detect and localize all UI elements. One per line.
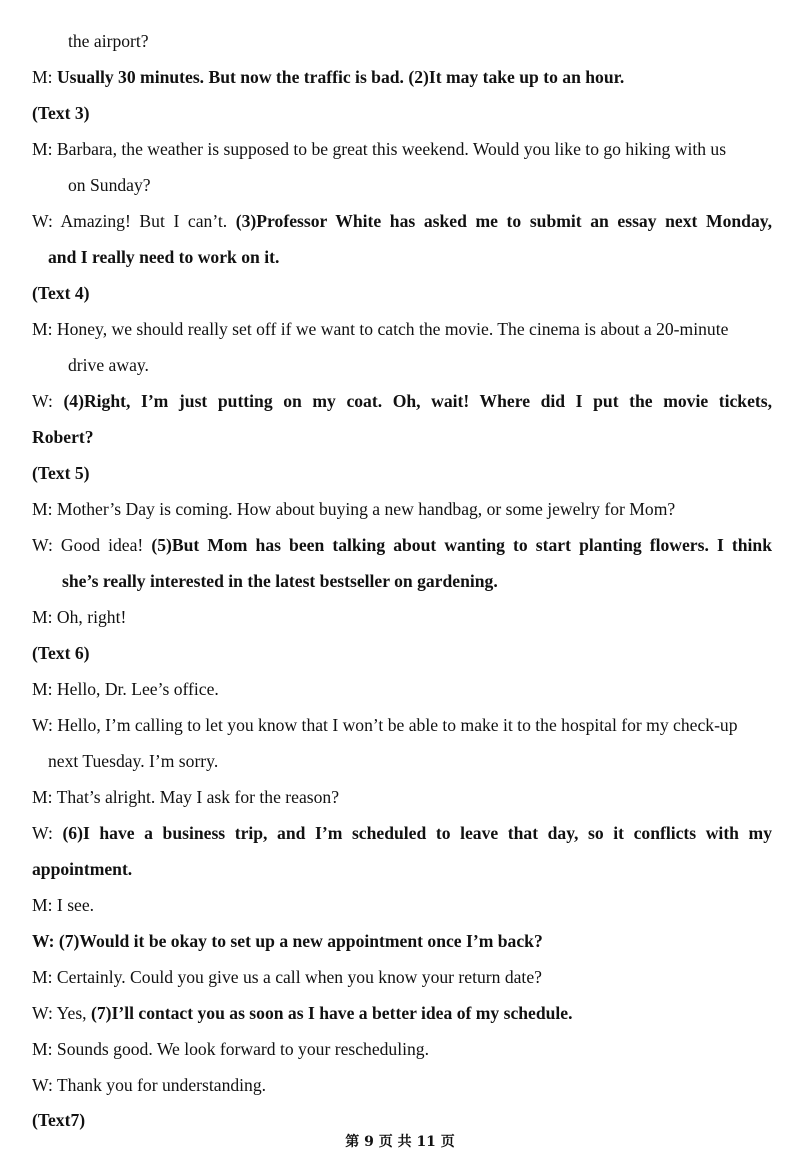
transcript-line: drive away. (68, 355, 149, 375)
speaker-label: M: (32, 67, 57, 87)
highlighted-answer: appointment. (32, 859, 133, 879)
transcript-line: M: That’s alright. May I ask for the reason? (32, 787, 339, 807)
transcript-line: the airport? (68, 31, 149, 51)
transcript-line: M: I see. (32, 895, 95, 915)
transcript-line (32, 822, 772, 844)
highlighted-answer: (6)I have a business trip, and I’m scheduled to leave that day, so it conflicts with my (62, 823, 772, 843)
speaker-label: W: (32, 391, 64, 411)
highlighted-answer: (4)Right, I’m just putting on my coat. Oh, wait! Where did I put the movie tickets, (63, 391, 772, 411)
transcript-line (32, 534, 772, 556)
highlighted-answer: W: (7)Would it be okay to set up a new appointment once I’m back? (32, 931, 543, 951)
transcript-line: M: Mother’s Day is coming. How about buying a new handbag, or some jewelry for Mom? (32, 499, 676, 519)
section-heading: (Text 4) (32, 283, 90, 303)
transcript-line (32, 210, 772, 232)
transcript-line (32, 1002, 772, 1024)
transcript-line: M: Oh, right! (32, 607, 127, 627)
section-heading: (Text 6) (32, 643, 90, 663)
speaker-label: W: (32, 823, 63, 843)
speaker-label: W: Amazing! But I can’t. (32, 211, 236, 231)
highlighted-answer: Robert? (32, 427, 94, 447)
highlighted-answer: and I really need to work on it. (48, 247, 280, 267)
speaker-label: W: Good idea! (32, 535, 152, 555)
highlighted-answer: (7)I’ll contact you as soon as I have a better idea of my schedule. (90, 1003, 573, 1023)
highlighted-answer: she’s really interested in the latest bestseller on gardening. (62, 571, 498, 591)
transcript-line: next Tuesday. I’m sorry. (48, 751, 219, 771)
section-heading: (Text 3) (32, 103, 90, 123)
transcript-line: M: Sounds good. We look forward to your rescheduling. (32, 1039, 430, 1059)
transcript-line: M: Certainly. Could you give us a call when you know your return date? (32, 967, 542, 987)
highlighted-answer: (3)Professor White has asked me to submit an essay next Monday, (235, 211, 772, 231)
transcript-line: M: Hello, Dr. Lee’s office. (32, 679, 219, 699)
transcript-line: M: Honey, we should really set off if we want to catch the movie. The cinema is about a 20-minute (32, 319, 729, 339)
section-heading: (Text 5) (32, 463, 90, 483)
transcript-line: M: Barbara, the weather is supposed to be great this weekend. Would you like to go hiking with us (32, 139, 727, 159)
page-number-footer: 第 9 页 共 11 页 (345, 1134, 455, 1150)
speaker-label: W: Yes, (32, 1003, 91, 1023)
highlighted-answer: Usually 30 minutes. But now the traffic is bad. (2)It may take up to an hour. (56, 67, 625, 87)
transcript-line: W: Hello, I’m calling to let you know that I won’t be able to make it to the hospital for my check-up (32, 715, 738, 735)
transcript-line: on Sunday? (68, 175, 151, 195)
highlighted-answer: (5)But Mom has been talking about wanting to start planting flowers. I think (151, 535, 772, 555)
transcript-line (32, 390, 772, 412)
transcript-line (32, 66, 772, 88)
section-heading: (Text7) (32, 1110, 86, 1130)
transcript-line: W: Thank you for understanding. (32, 1075, 267, 1095)
